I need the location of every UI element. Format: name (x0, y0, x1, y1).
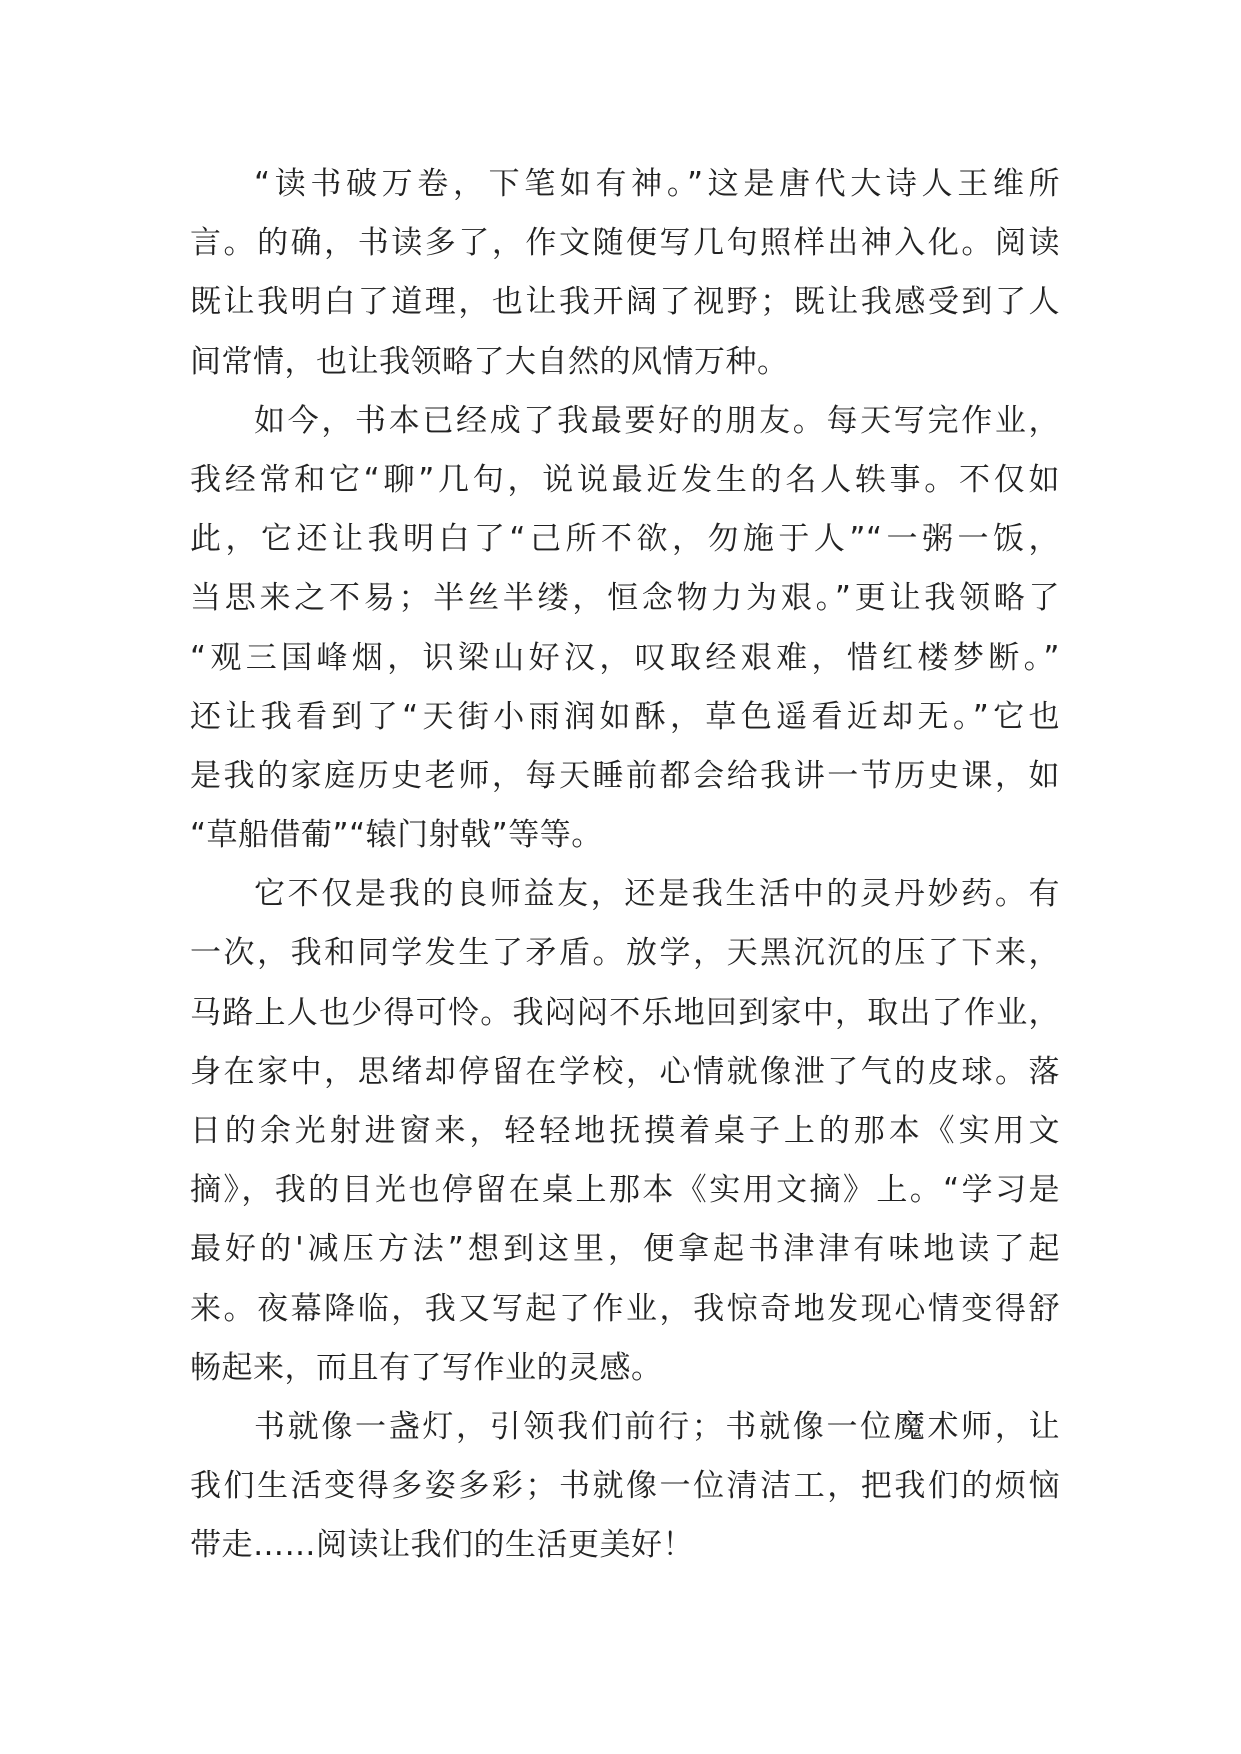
essay-body (190, 155, 1060, 1576)
paragraph-line: 间常情，也让我领略了大自然的风情万种。 (190, 343, 789, 380)
paragraph-2 (190, 392, 1060, 866)
paragraph-3 (190, 865, 1060, 1398)
paragraph-line: 身在家中，思绪却停留在学校，心情就像泄了气的皮球。落 (190, 1053, 1060, 1090)
paragraph-line: 还让我看到了“天街小雨润如酥，草色遥看近却无。”它也 (190, 698, 1060, 735)
paragraph-line: 它不仅是我的良师益友，还是我生活中的灵丹妙药。有 (254, 876, 1060, 913)
paragraph-line: 既让我明白了道理，也让我开阔了视野；既让我感受到了人 (190, 284, 1060, 321)
paragraph-line: 言。的确，书读多了，作文随便写几句照样出神入化。阅读 (190, 225, 1060, 262)
paragraph-line: 摘》，我的目光也停留在桌上那本《实用文摘》上。“学习是 (190, 1172, 1060, 1209)
paragraph-line: 最好的'减压方法”想到这里，便拿起书津津有味地读了起 (190, 1231, 1060, 1268)
paragraph-line: 如今，书本已经成了我最要好的朋友。每天写完作业， (254, 402, 1060, 439)
paragraph-1 (190, 155, 1060, 392)
paragraph-line: 此，它还让我明白了“己所不欲，勿施于人”“一粥一饭， (190, 521, 1060, 558)
paragraph-line: “读书破万卷，下笔如有神。”这是唐代大诗人王维所 (254, 166, 1060, 202)
paragraph-line: “观三国峰烟，识梁山好汉，叹取经艰难，惜红楼梦断。” (190, 639, 1060, 676)
paragraph-line: 我经常和它“聊”几句，说说最近发生的名人轶事。不仅如 (190, 461, 1060, 498)
paragraph-line: “草船借葡”“辕门射戟”等等。 (190, 817, 603, 854)
paragraph-line: 书就像一盏灯，引领我们前行；书就像一位魔术师，让 (254, 1408, 1060, 1445)
paragraph-line: 马路上人也少得可怜。我闷闷不乐地回到家中，取出了作业， (190, 994, 1060, 1031)
paragraph-line: 日的余光射进窗来，轻轻地抚摸着桌子上的那本《实用文 (190, 1113, 1060, 1149)
paragraph-line: 当思来之不易；半丝半缕，恒念物力为艰。”更让我领略了 (190, 580, 1060, 617)
paragraph-line: 一次，我和同学发生了矛盾。放学，天黑沉沉的压了下来， (190, 935, 1060, 972)
paragraph-line: 我们生活变得多姿多彩；书就像一位清洁工，把我们的烦恼 (190, 1468, 1060, 1505)
paragraph-4 (190, 1398, 1060, 1576)
paragraph-line: 是我的家庭历史老师，每天睡前都会给我讲一节历史课，如 (190, 757, 1060, 794)
paragraph-line: 带走……阅读让我们的生活更美好！ (190, 1527, 694, 1564)
paragraph-line: 来。夜幕降临，我又写起了作业，我惊奇地发现心情变得舒 (190, 1290, 1060, 1327)
paragraph-line: 畅起来，而且有了写作业的灵感。 (190, 1349, 663, 1386)
